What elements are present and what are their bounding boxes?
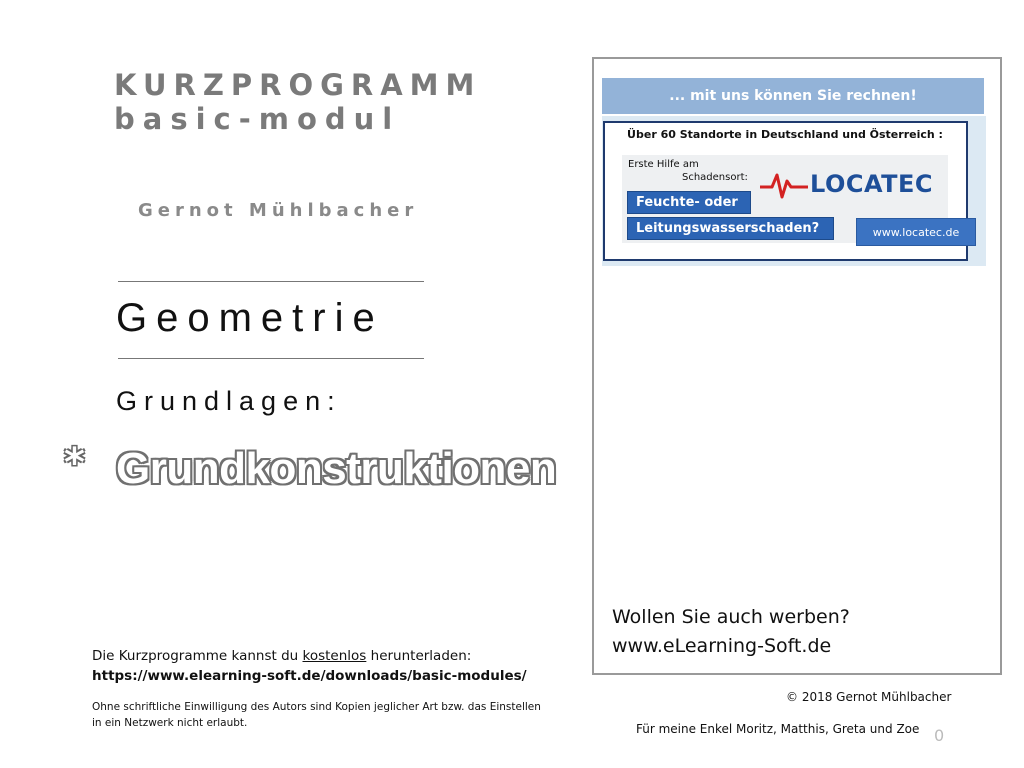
subject-title: Geometrie: [116, 296, 384, 340]
download-link[interactable]: https://www.elearning-soft.de/downloads/basic-modules/: [92, 668, 527, 684]
ad-small-line2: Schadensort:: [682, 172, 748, 183]
locatec-logo-text: LOCATEC: [810, 170, 934, 198]
legal-notice: Ohne schriftliche Einwilligung des Autors sind Kopien jeglicher Art bzw. das Einstellen in ein Netzwerk nicht erlaubt.: [92, 701, 541, 729]
divider-top: [118, 281, 424, 282]
ad-cta-link[interactable]: www.eLearning-Soft.de: [612, 635, 832, 657]
section-title: Grundlagen:: [116, 386, 342, 416]
download-free-word: kostenlos: [302, 648, 367, 664]
ad-small-text: [628, 158, 748, 184]
ad-header: Über 60 Standorte in Deutschland und Österreich :: [627, 128, 943, 141]
author-name: Gernot Mühlbacher: [138, 200, 419, 221]
page-number: 0: [934, 726, 945, 745]
ad-button-feuchte[interactable]: Feuchte- oder: [627, 191, 751, 214]
divider-bottom: [118, 358, 424, 359]
ad-banner-bar: ... mit uns können Sie rechnen!: [602, 78, 984, 114]
dedication-text: Für meine Enkel Moritz, Matthis, Greta und Zoe: [636, 722, 920, 736]
download-note: [92, 646, 527, 686]
ad-small-line1: Erste Hilfe am: [628, 159, 699, 170]
ad-button-leitungswasser[interactable]: Leitungswasserschaden?: [627, 217, 834, 240]
program-title-line2: basic-modul: [114, 102, 401, 136]
bullet-asterisk: *: [64, 440, 85, 486]
download-text-after: herunterladen:: [366, 648, 472, 664]
copyright-notice: © 2018 Gernot Mühlbacher: [786, 690, 952, 704]
ad-call-to-action: [612, 603, 850, 661]
locatec-logo[interactable]: [758, 166, 948, 202]
topic-title: Grundkonstruktionen: [116, 444, 557, 493]
ad-url-button[interactable]: www.locatec.de: [856, 218, 976, 246]
download-text-before: Die Kurzprogramme kannst du: [92, 648, 303, 664]
ad-cta-line1: Wollen Sie auch werben?: [612, 606, 850, 628]
program-title-line1: KURZPROGRAMM: [114, 68, 482, 102]
program-title: [114, 68, 481, 136]
pulse-icon: [758, 167, 810, 201]
